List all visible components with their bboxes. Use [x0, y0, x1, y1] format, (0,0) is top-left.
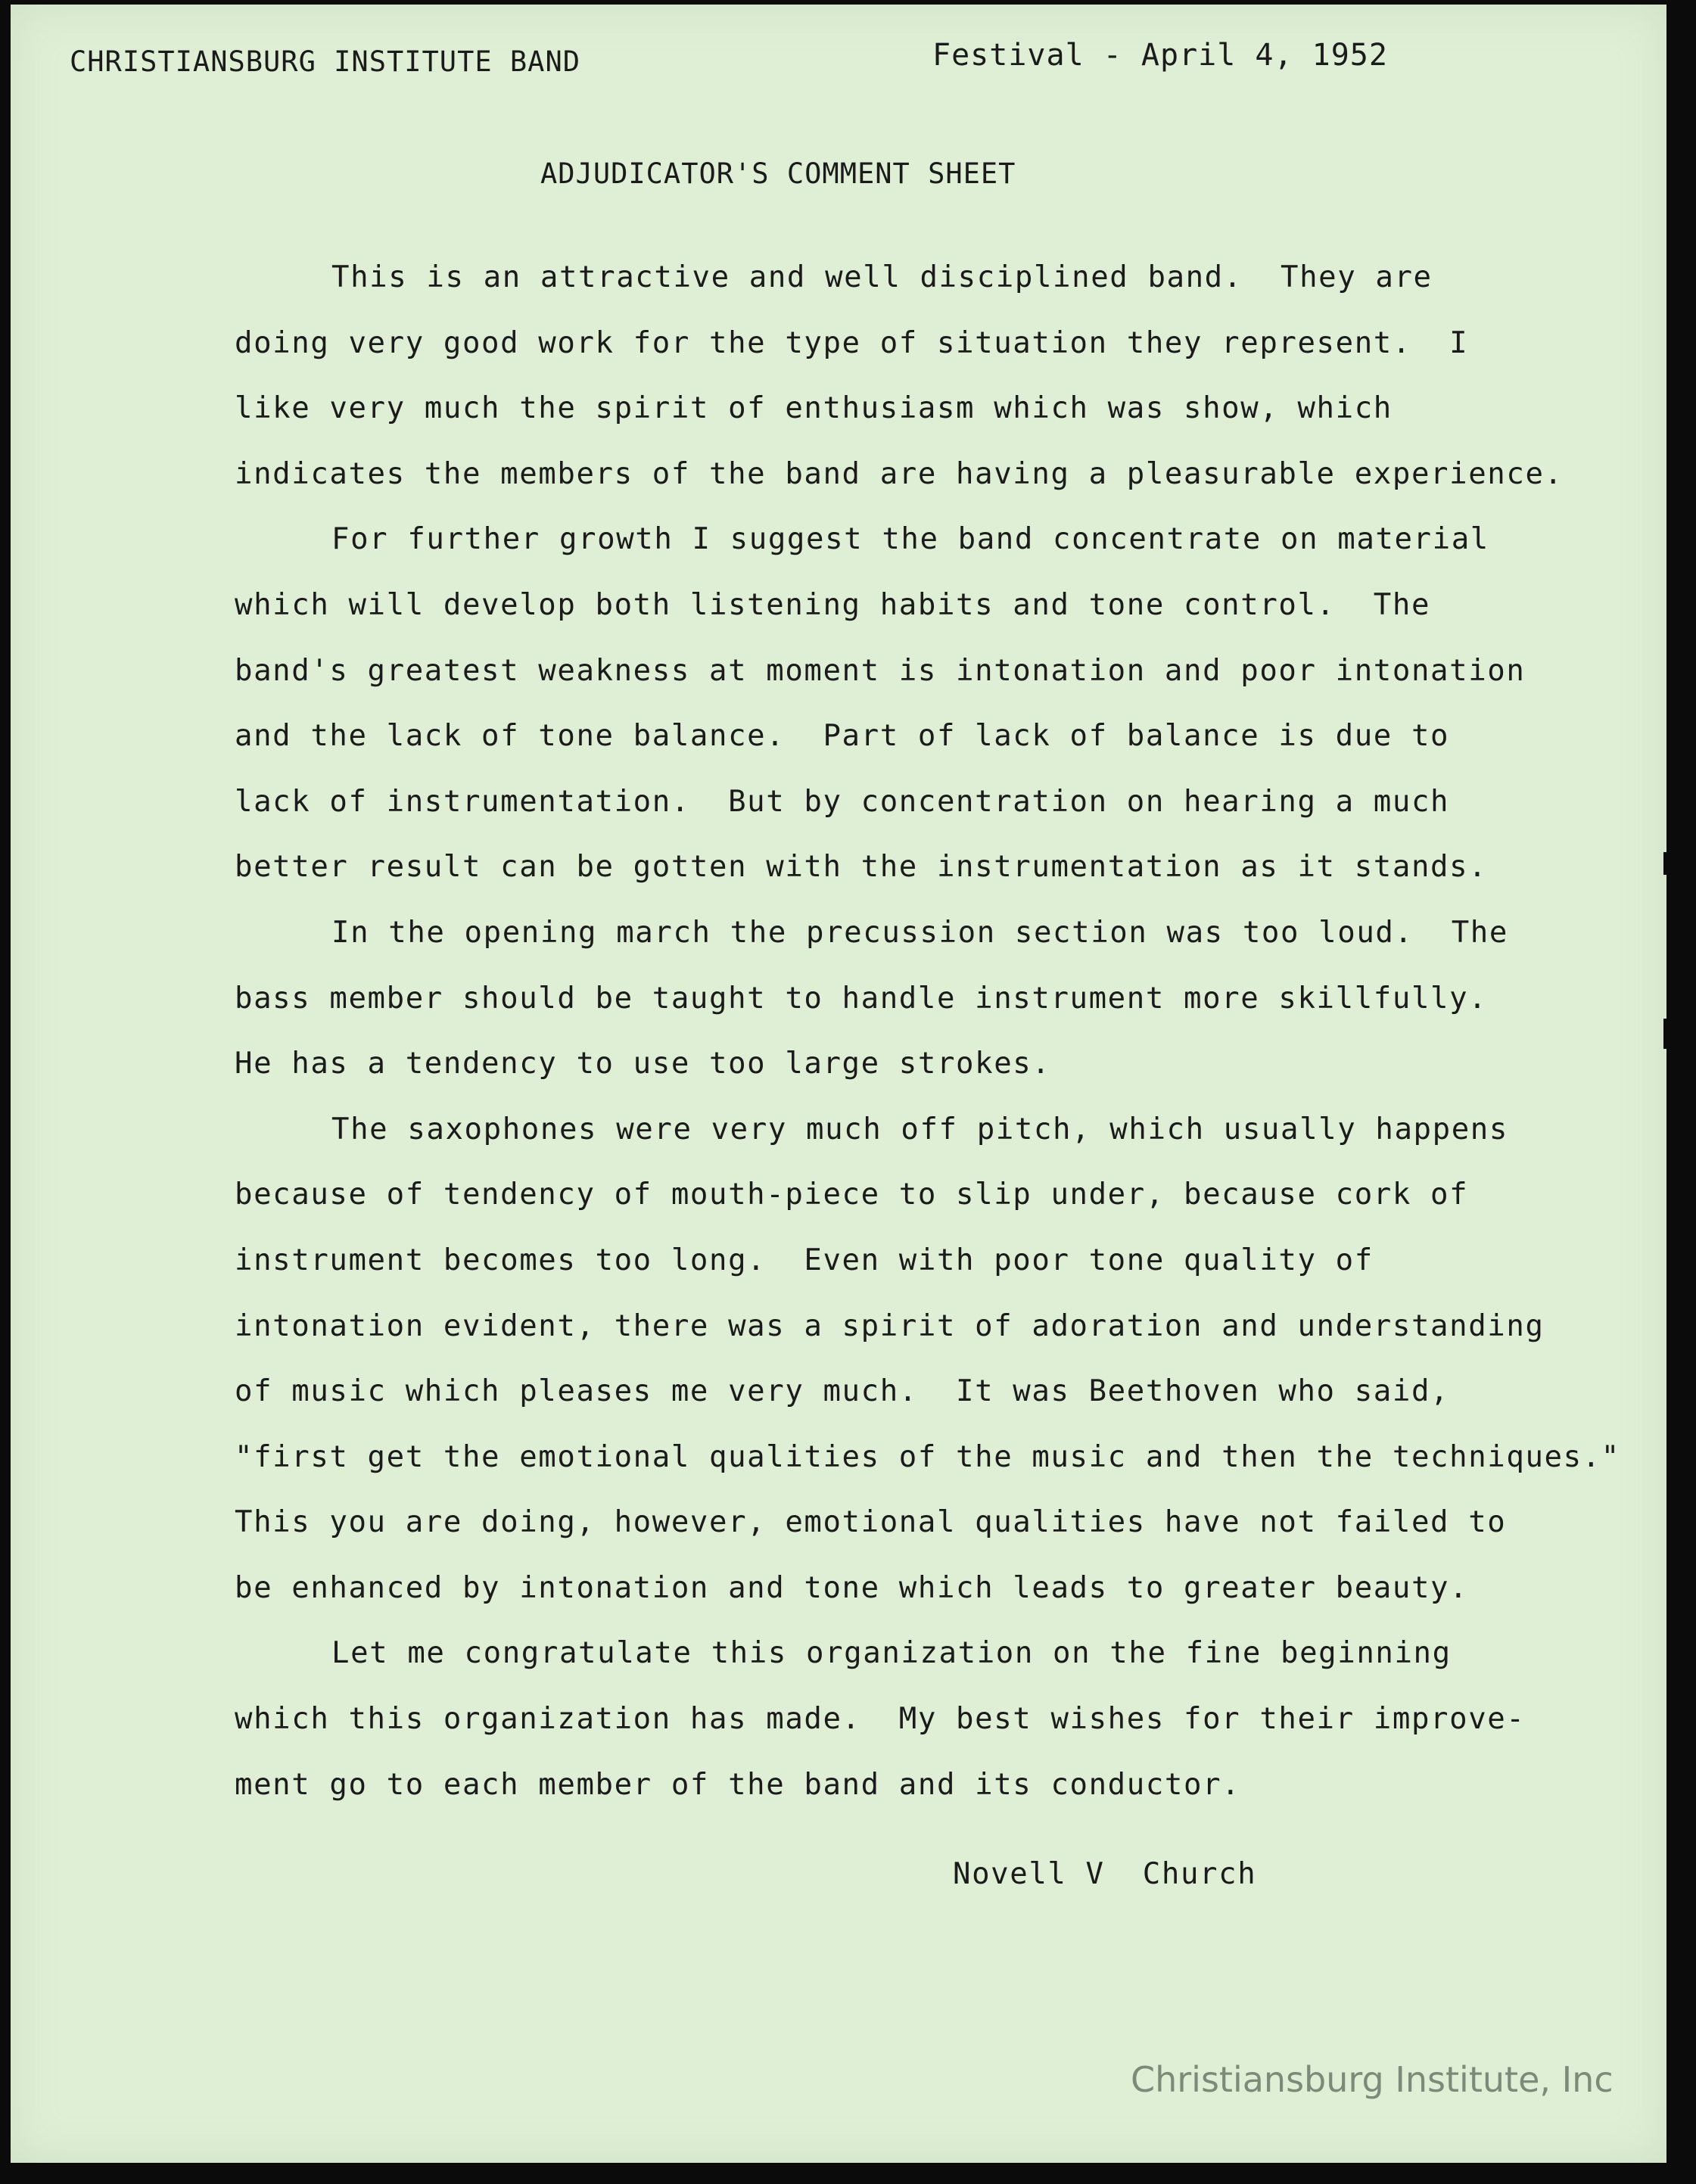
text-line: which this organization has made. My best wishes for their improve- [235, 1702, 1526, 1737]
text-line: indicates the members of the band are having a pleasurable experience. [235, 456, 1564, 491]
adjudicator-signature: Novell V Church [953, 1857, 1257, 1891]
paper-edge-nick [1663, 1019, 1671, 1049]
text-line: because of tendency of mouth-piece to slip under, because cork of [235, 1178, 1469, 1212]
text-line: and the lack of tone balance. Part of lack of balance is due to [235, 719, 1450, 754]
text-line: band's greatest weakness at moment is intonation and poor intonation [235, 653, 1526, 688]
text-line: lack of instrumentation. But by concentration on hearing a much [235, 784, 1450, 819]
text-line: Let me congratulate this organization on the fine beginning [331, 1636, 1452, 1671]
text-line: intonation evident, there was a spirit of adoration and understanding [235, 1308, 1545, 1343]
paper-edge-nick [1663, 852, 1671, 875]
archive-watermark: Christiansburg Institute, Inc [1131, 2059, 1614, 2100]
text-line: He has a tendency to use too large strokes. [235, 1047, 1051, 1081]
text-line: bass member should be taught to handle instrument more skillfully. [235, 981, 1488, 1016]
text-line: doing very good work for the type of situation they represent. I [235, 325, 1469, 360]
text-line: The saxophones were very much off pitch, which usually happens [331, 1112, 1508, 1146]
comment-body [235, 245, 1642, 1818]
event-date-header: Festival - April 4, 1952 [932, 38, 1388, 73]
text-line: which will develop both listening habits and tone control. The [235, 587, 1431, 622]
sheet-title: ADJUDICATOR'S COMMENT SHEET [540, 157, 1016, 190]
text-line: instrument becomes too long. Even with poor tone quality of [235, 1243, 1374, 1277]
text-line: This you are doing, however, emotional qualities have not failed to [235, 1505, 1507, 1540]
organization-header: CHRISTIANSBURG INSTITUTE BAND [70, 45, 581, 78]
text-line: This is an attractive and well disciplined band. They are [331, 260, 1433, 294]
document-page [11, 5, 1666, 2163]
text-line: like very much the spirit of enthusiasm which was show, which [235, 391, 1393, 426]
text-line: "first get the emotional qualities of the music and then the techniques." [235, 1439, 1620, 1474]
text-line: For further growth I suggest the band concentrate on material [331, 522, 1489, 557]
text-line: ment go to each member of the band and its conductor. [235, 1767, 1241, 1802]
text-line: of music which pleases me very much. It was Beethoven who said, [235, 1374, 1450, 1409]
text-line: better result can be gotten with the instrumentation as it stands. [235, 850, 1488, 885]
text-line: be enhanced by intonation and tone which leads to greater beauty. [235, 1570, 1469, 1605]
text-line: In the opening march the precussion section was too loud. The [331, 915, 1508, 950]
